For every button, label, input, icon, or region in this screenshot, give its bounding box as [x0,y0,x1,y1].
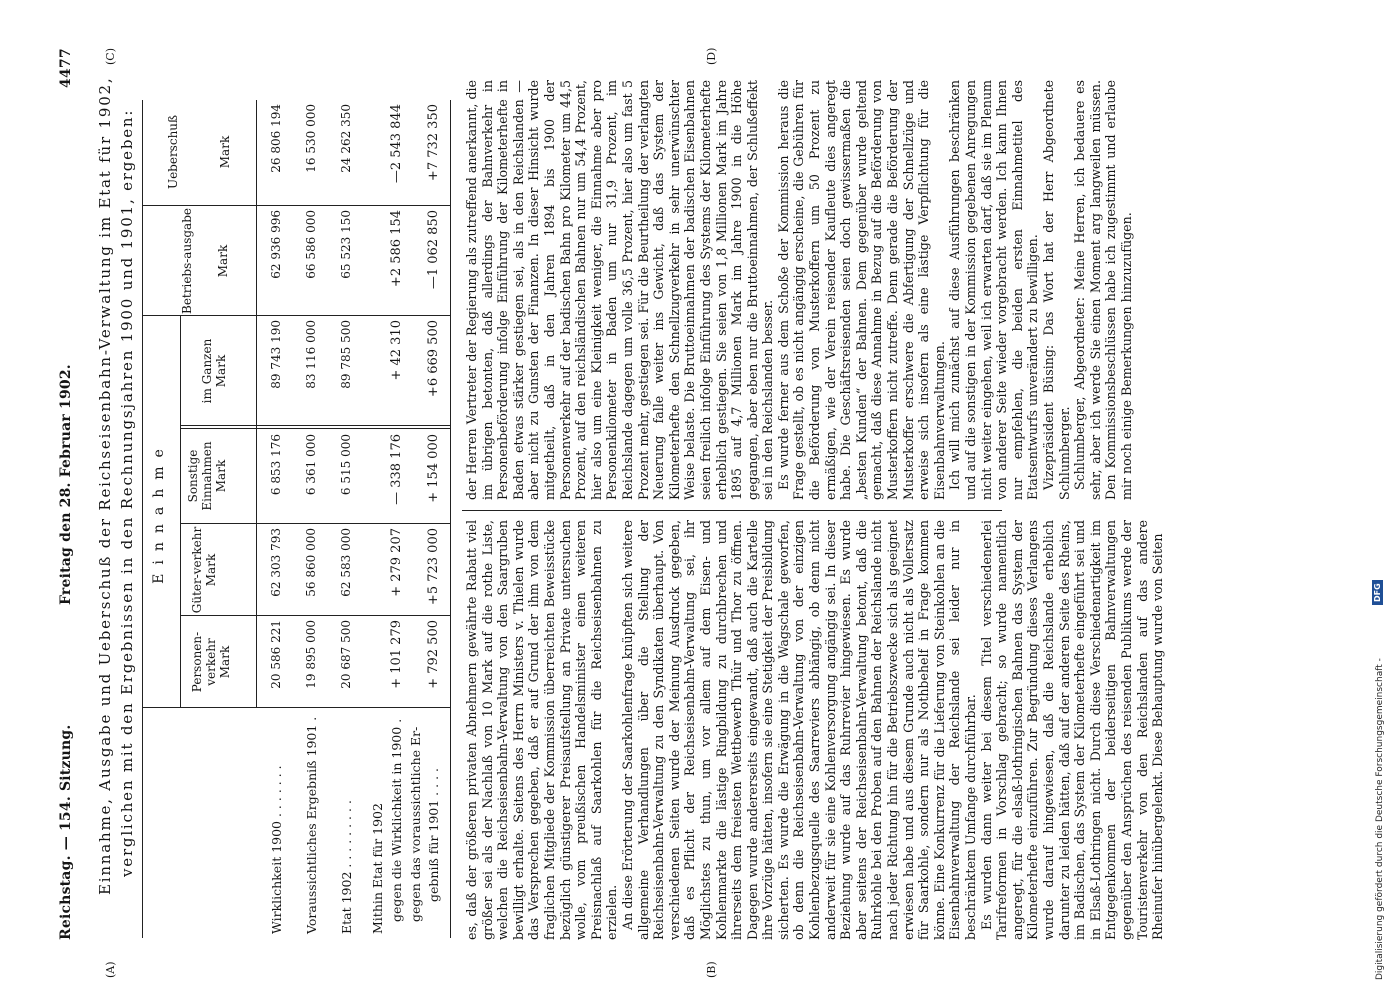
table-cell: 6 361 000 [304,434,318,496]
table-cell: 56 860 000 [304,528,318,597]
row-label-mithin: Mithin Etat für 1902 [370,803,385,934]
col-header-gueterverkehr [190,526,218,614]
table-title-line1: Einnahme, Ausgabe und Ueberschuß der Reichseisenbahn-Verwaltung im Etat für 1902, [96,76,114,895]
row-label-ergebnis-1901: gebniß für 1901 . . . . [426,768,441,902]
col-unit: Mark [204,553,218,587]
table-cell: +2 586 154 [389,210,404,288]
col-header-im-ganzen [200,318,228,424]
table-title [94,75,138,895]
row-label-voraussichtlich-1901: Voraussichtliches Ergebniß 1901 . [304,716,319,934]
table-cell: + 792 500 [426,620,441,689]
col-label: Sonstige Einnahmen [186,441,214,511]
dfg-logo: DFG [1372,580,1383,605]
table-cell: +5 723 000 [426,528,441,606]
col-label: Güter-verkehr [190,526,204,614]
table-cell: — 338 176 [389,434,404,505]
col-unit: Mark [214,354,228,388]
col-unit: Mark [214,459,228,493]
col-header-sonstige [186,430,228,522]
table-cell: 6 853 176 [269,434,283,496]
table-cell: 89 785 500 [339,320,353,389]
paragraph: Ich will mich zunächst auf diese Ausführungen beschränken und auf die sonstigen in der Kommission gegebenen Anregungen nicht weiter eingehen, weil ich erwarten darf, daß sie im Plenum von anderer Seite wieder vorgebracht werden. Ich kann Ihnen nur empfehlen, die beiden ersten Einnahmetitel des Etatsentwurfs unverändert zu bewilligen. [947,80,1041,500]
dfg-credit: Digitalisierung gefördert durch die Deutsche Forschungsgemeinschaft - [1375,658,1385,980]
table-cell: +7 732 350 [426,104,441,182]
col-label: Betriebs-ausgabe [180,208,194,314]
table-title-line2: verglichen mit den Ergebnissen in den Rechnungsjahren 1900 und 1901, ergeben: [118,108,136,877]
paragraph: Es wurden dann weiter bei diesem Titel verschiedenerlei Tarifreformen in Vorschlag gebracht; so wurde namentlich angeregt, für die elsaß-lothringischen Bahnen das System der Kilometerhefte einzuführen. Zur Begründung dieses Verlangens wurde darauf hingewiesen, daß die Reichslande erheblich darunter zu leiden hätten, daß auf der anderen Seite des Rheins, im Badischen, das System der Kilometerhefte eingeführt sei und in Elsaß-Lothringen nicht. Durch diese Verschiedenartigkeit im Entgegenkommen der beiderseitigen Bahnverwaltungen gegenüber den Ansprüchen des reisenden Publikums werde der Touristenverkehr von den Reichslanden auf das andere Rheinufer hinübergelenkt. Diese Behauptung wurde von Seiten [978,520,1166,940]
paragraph: der Herren Vertreter der Regierung als zutreffend anerkannt, die im übrigen betonten, daß allerdings der Bahnverkehr in Personenbeförderung infolge Einführung der Kilometerhefte in Baden etwas stärker gestiegen sei, als in den Reichslanden — aber nicht zu Gunsten der Finanzen. In dieser Hinsicht wurde mitgetheilt, daß in den Jahren 1894 bis 1900 der Personenverkehr auf der badischen Bahn pro Kilometer um 44,5 Prozent, auf den reichsländischen Bahnen nur um 54,4 Prozent, hier also um eine Kleinigkeit weniger, die Einnahme aber pro Personenkilometer in Baden um nur 31,9 Prozent, im Reichslande dagegen um volle 36,5 Prozent, hier also um fast 5 Prozent mehr, gestiegen sei. Für die Beurtheilung der verlangten Neuerung falle weiter ins Gewicht, daß das System der Kilometerhefte den Schnellzugverkehr in sehr unerwünschter Weise belaste. Die Bruttoeinnahmen der badischen Eisenbahnen seien freilich infolge Einführung des Systems der Kilometerhefte erheblich gestiegen. Sie seien von 1,8 Millionen Mark im Jahre 1895 auf 4,7 Millionen Mark im Jahre 1900 in die Höhe gegangen, aber eben nur die Bruttoeinnahmen, der Schlußeffekt sei in den Reichslanden besser. [464,80,776,500]
speaker-paragraph: Schlumberger, Abgeordneter: Meine Herren, ich bedauere es sehr, aber ich werde Sie einen Moment arg langweilen müssen. Den Kommissionsbeschlüssen habe ich zugestimmt und erlaube mir noch einige Bemerkungen hinzuzufügen. [1072,80,1134,500]
row-label-wirklichkeit-1900: Wirklichkeit 1900 . . . . . . . [269,765,284,934]
table-cell: + 154 000 [426,434,441,503]
paragraph: An diese Erörterung der Saarkohlenfrage knüpften sich weitere allgemeine Verhandlungen über die Stellung der Reichseisenbahn-Verwaltung zu den Syndikaten überhaupt. Von verschiedenen Seiten wurde der Meinung Ausdruck gegeben, daß es Pflicht der Reichseisenbahn-Verwaltung sei, ihr Möglichstes zu thun, um vor allem auf dem Eisen- und Kohlenmarkte die lästige Ringbildung zu durchbrechen und ihrerseits dem freiesten Wettbewerb Thür und Thor zu öffnen. Dagegen wurde andererseits eingewandt, daß auch die Kartelle ihre Vorzüge hätten, insofern sie eine Stetigkeit der Preisbildung sicherten. Es wurde die Erwägung in die Wagschale geworfen, ob denn die Reichseisenbahn-Verwaltung von der einzigen Kohlenbezugsquelle des Saarreviers abhängig, ob denn nicht anderweit für sie eine Kohlenversorgung angängig sei. In dieser Beziehung wurde auf das Ruhrrevier hingewiesen. Es wurde aber seitens der Reichseisenbahn-Verwaltung betont, daß die Ruhrkohle bei den Proben auf den Bahnen der Reichslande nicht nach jeder Richtung hin für die Betriebszwecke sich als geeignet erwiesen habe und aus diesem Grunde auch nicht als Vollersatz für Saarkohle, sondern nur als Nothbehelf in Frage kommen könne. Eine Konkurrenz für die Lieferung von Steinkohlen an die Eisenbahnverwaltung der Reichslande sei leider nur in beschränktem Umfange durchführbar. [619,520,978,940]
table-cell: 62 303 793 [269,528,283,597]
col-unit: Mark [218,135,232,169]
col-label: Ueberschuß [166,114,180,190]
row-label-gegen-voraussichtlich: gegen das voraussichtliche Er- [408,726,423,922]
table-cell: 26 806 194 [269,104,283,173]
table-cell: 65 523 150 [339,210,353,279]
table-cell: 16 530 000 [304,104,318,173]
table-cell: —2 543 844 [389,104,404,184]
table-cell: 66 586 000 [304,210,318,279]
col-header-betriebsausgabe [180,208,230,314]
table-cell: 62 936 996 [269,210,283,279]
table-cell: +6 669 500 [426,320,441,398]
col-header-ueberschuss [166,100,232,204]
margin-marker-a: (A) [104,961,117,978]
table-cell: 89 743 190 [269,320,283,389]
text-column-right [464,80,1344,500]
margin-marker-c: (C) [104,48,117,65]
group-header-einnahme: Einnahme [151,440,167,584]
col-header-personenverkehr [190,618,232,706]
table-cell: 83 116 000 [304,320,318,389]
table-cell: 62 583 000 [339,528,353,597]
row-label-gegen-wirklichkeit: gegen die Wirklichkeit in 1900 . [389,718,404,922]
page-number: 4477 [58,48,74,88]
revenue-table [142,100,452,938]
header-left: Reichstag. — 154. Sitzung. [58,724,74,940]
row-label-etat-1902: Etat 1902 . . . . . . . . . [339,800,354,934]
table-cell: 20 586 221 [269,620,283,689]
table-cell: + 279 207 [389,528,404,597]
margin-marker-b: (B) [705,961,718,978]
col-label: im Ganzen [200,338,214,404]
table-cell: 19 895 000 [304,620,318,689]
paragraph: Es wurde ferner aus dem Schoße der Kommission heraus die Frage gestellt, ob es nicht angängig erscheine, die Gebühren für die Beförderung von Musterkoffern um 50 Prozent zu ermäßigen, wie der Verein reisender Kaufleute dies angeregt habe. Die Geschäftsreisenden seien doch gewissermaßen die „besten Kunden“ der Bahnen. Dem gegenüber wurde geltend gemacht, daß diese Annahme in Bezug auf die Beförderung von Musterkoffern nicht zutreffe. Denn gerade die Beförderung der Musterkoffer erschwere die Abfertigung der Schnellzüge und erweise sich insofern als eine lästige Verpflichtung für die Eisenbahnverwaltungen. [775,80,947,500]
header-center: Freitag den 28. Februar 1902. [58,364,74,605]
col-label: Personen-verkehr [190,631,218,693]
table-cell: 24 262 350 [339,104,353,173]
speaker-paragraph: Vizepräsident Büsing: Das Wort hat der Herr Abgeordnete Schlumberger. [1040,80,1072,500]
table-cell: + 42 310 [389,320,404,381]
text-column-left [464,520,1166,940]
table-cell: + 101 279 [389,620,404,689]
col-unit: Mark [216,244,230,278]
margin-marker-d: (D) [705,47,718,65]
table-cell: 6 515 000 [339,434,353,496]
paragraph: es, daß der größeren privaten Abnehmern gewährte Rabatt viel größer sei als der Nachlaß von 10 Mark auf die rothe Liste, welchen die Reichseisenbahn-Verwaltung von den Saargruben bewilligt erhalte. Seitens des Herrn Ministers v. Thielen wurde das Versprechen gegeben, daß er auf Grund der ihm von dem fraglichen Mitgliede der Kommission überreichten Beweisstücke bezüglich günstigerer Preisaufstellung an Private untersuchen wolle, vom preußischen Handelsminister einen weiteren Preisnachlaß auf Saarkohlen für die Reichseisenbahnen zu erzielen. [464,520,620,940]
table-cell: —1 062 850 [426,210,441,290]
col-unit: Mark [218,645,232,679]
table-cell: 20 687 500 [339,620,353,689]
